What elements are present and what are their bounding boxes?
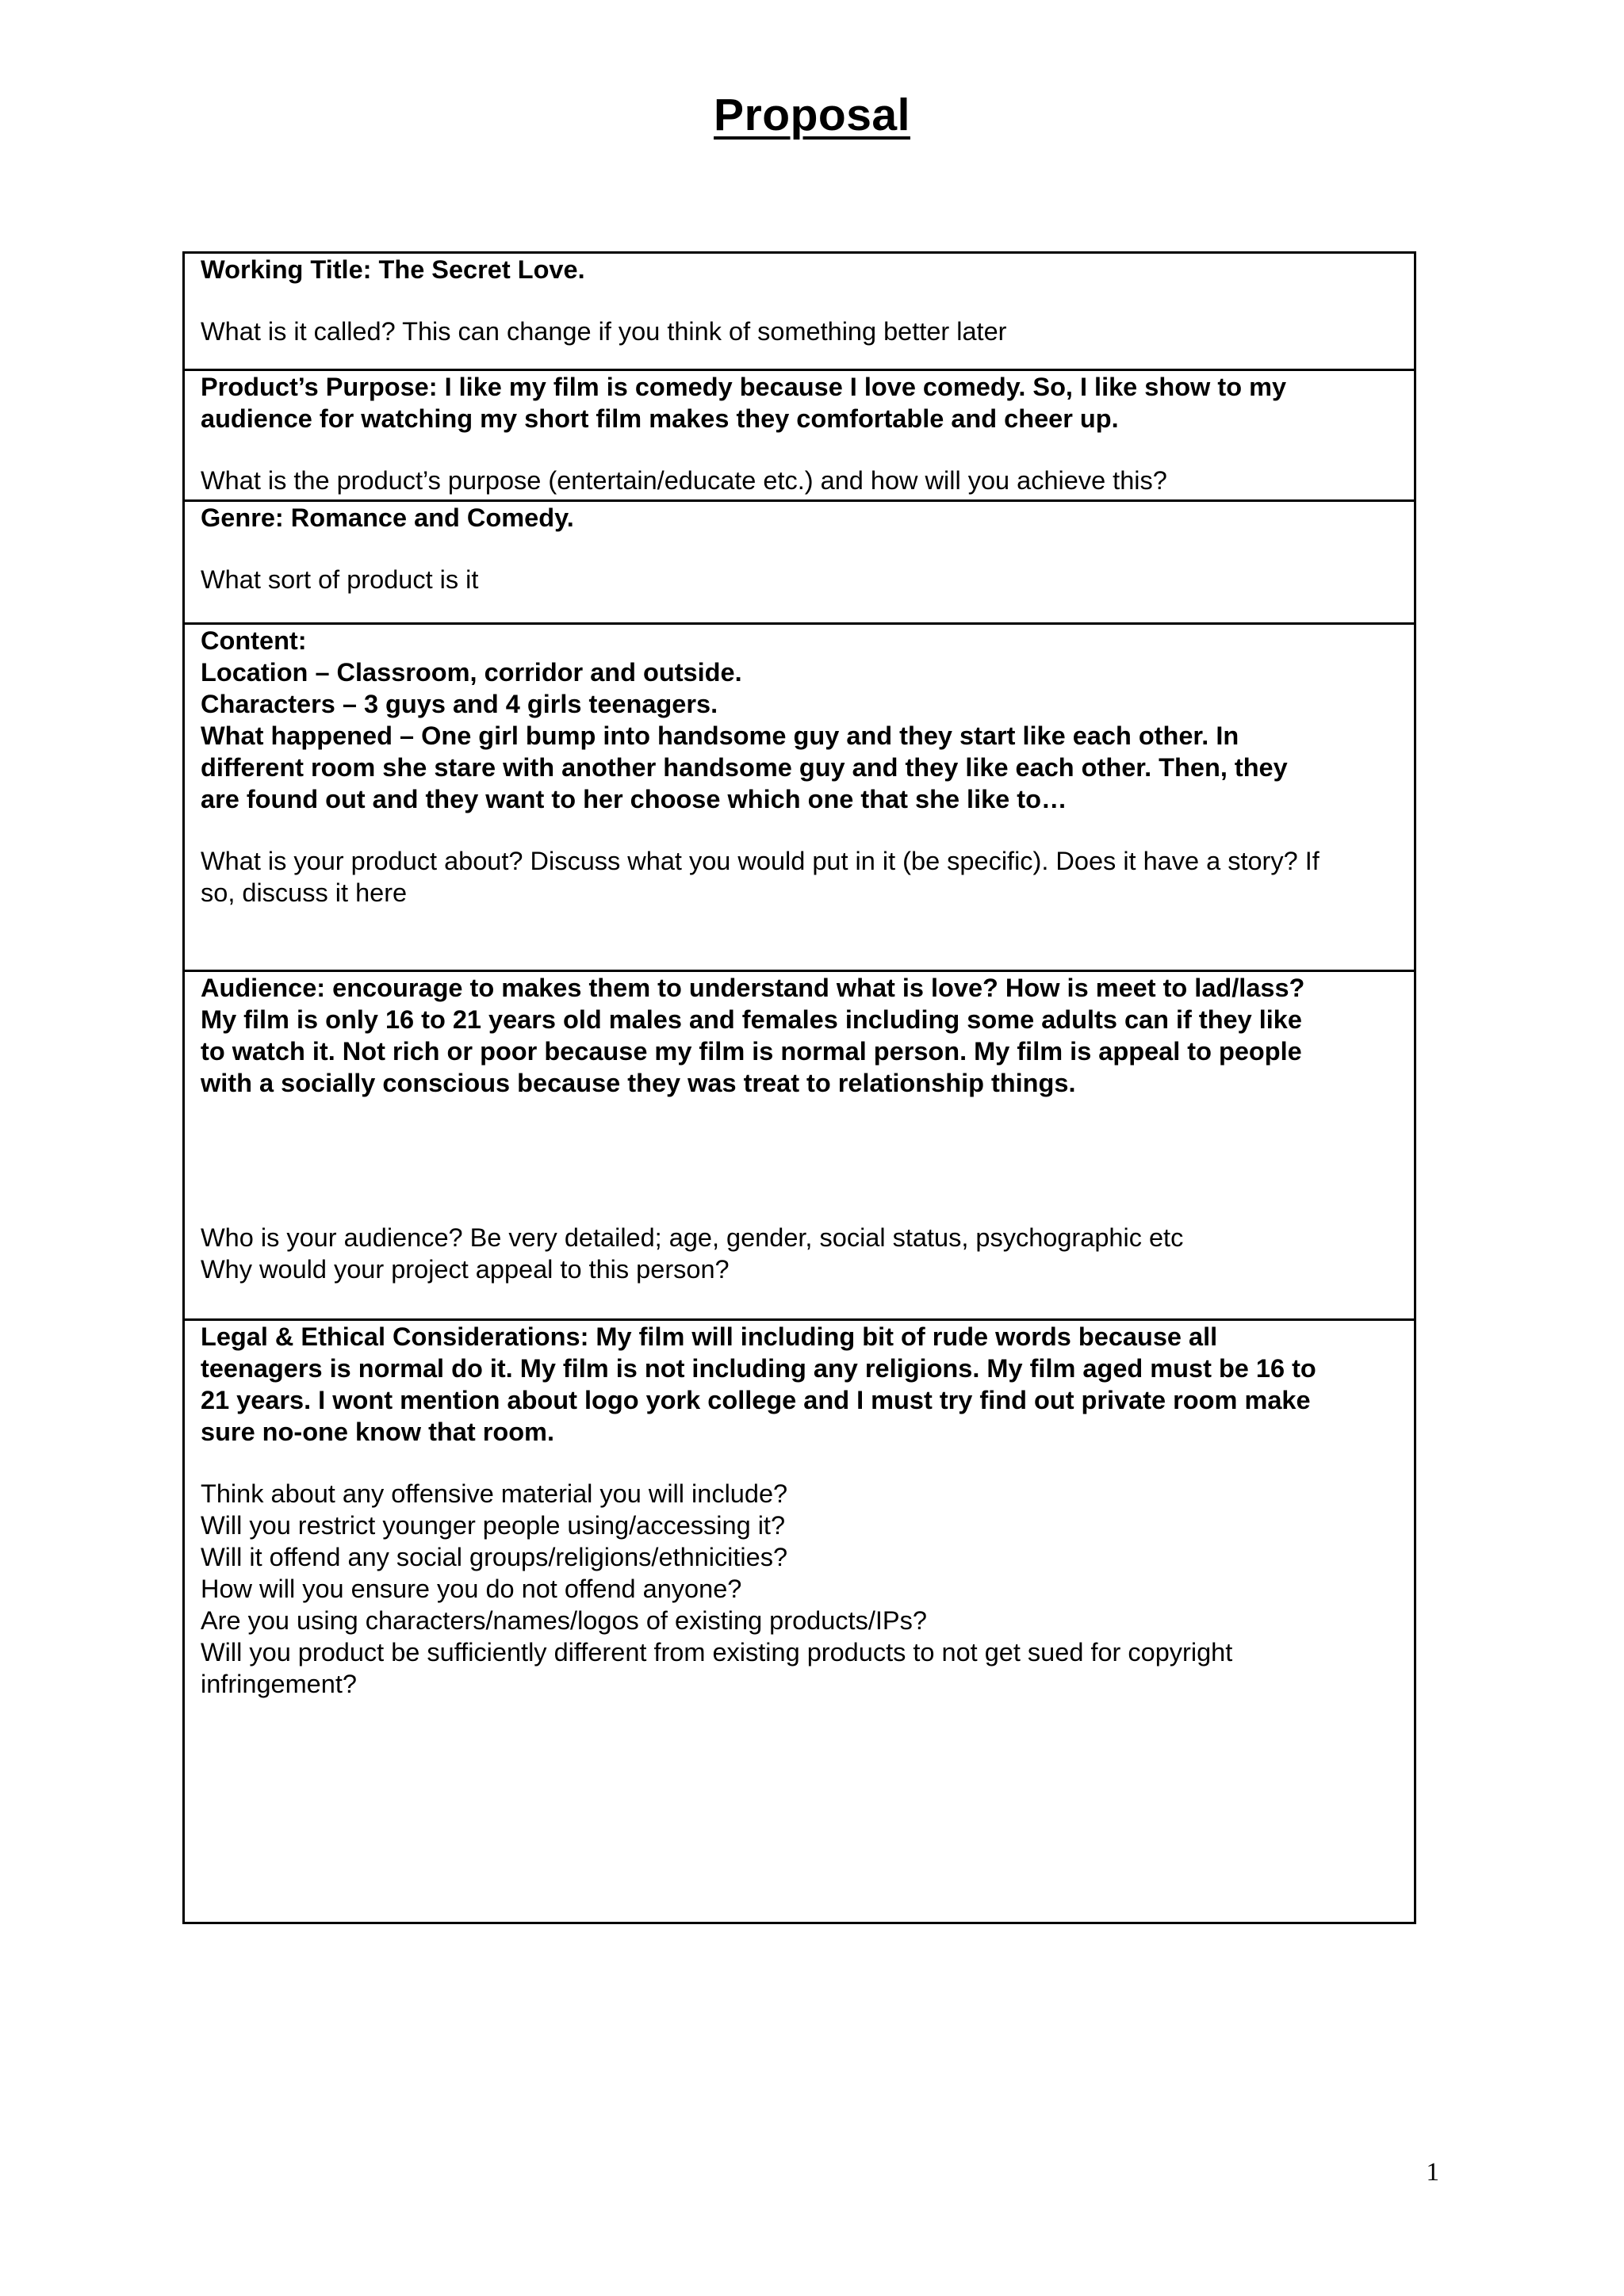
legal-ethical-section	[185, 1321, 1414, 1922]
prompt-line: Think about any offensive material you will include?	[201, 1479, 788, 1508]
prompt-line: How will you ensure you do not offend anyone?	[201, 1575, 742, 1603]
content-prompt	[201, 845, 1390, 909]
working-title-answer	[201, 254, 1390, 285]
prompt-line: Will you product be sufficiently different from existing products to not get sued for copyright	[201, 1638, 1233, 1667]
working-title-prompt	[201, 316, 1390, 347]
legal-ethical-prompt	[201, 1478, 1390, 1700]
prompt-line: Will you restrict younger people using/accessing it?	[201, 1511, 786, 1540]
answer-line: Legal & Ethical Considerations: My film will including bit of rude words because all	[201, 1322, 1218, 1351]
answer-line: teenagers is normal do it. My film is not including any religions. My film aged must be 16 to	[201, 1354, 1316, 1383]
product-purpose-prompt	[201, 465, 1390, 496]
answer-line: with a socially conscious because they was treat to relationship things.	[201, 1069, 1076, 1097]
answer-line: Working Title: The Secret Love.	[201, 255, 585, 284]
prompt-line: What is the product’s purpose (entertain/educate etc.) and how will you achieve this?	[201, 466, 1167, 495]
audience-prompt	[201, 1222, 1390, 1285]
working-title-section	[185, 254, 1414, 371]
prompt-line: Why would your project appeal to this person?	[201, 1255, 730, 1284]
answer-line: Characters – 3 guys and 4 girls teenagers.	[201, 690, 718, 718]
prompt-line: Will it offend any social groups/religions/ethnicities?	[201, 1543, 788, 1571]
answer-line: 21 years. I wont mention about logo york college and I must try find out private room make	[201, 1386, 1311, 1414]
audience-answer	[201, 972, 1390, 1099]
page-title: Proposal	[714, 90, 910, 140]
answer-line: What happened – One girl bump into handsome guy and they start like each other. In	[201, 721, 1239, 750]
answer-line: are found out and they want to her choose which one that she like to…	[201, 785, 1067, 813]
prompt-line: infringement?	[201, 1670, 357, 1698]
answer-line: Genre: Romance and Comedy.	[201, 503, 574, 532]
prompt-line: What sort of product is it	[201, 565, 479, 594]
audience-section	[185, 972, 1414, 1321]
genre-section	[185, 502, 1414, 625]
prompt-line: Who is your audience? Be very detailed; age, gender, social status, psychographic etc	[201, 1223, 1184, 1252]
prompt-line: Are you using characters/names/logos of existing products/IPs?	[201, 1606, 927, 1635]
answer-line: My film is only 16 to 21 years old males and females including some adults can if they like	[201, 1005, 1302, 1034]
answer-line: Audience: encourage to makes them to understand what is love? How is meet to lad/lass?	[201, 974, 1305, 1002]
content-section	[185, 625, 1414, 972]
prompt-line: What is it called? This can change if you think of something better later	[201, 317, 1007, 346]
prompt-line: What is your product about? Discuss what you would put in it (be specific). Does it have a story? If	[201, 847, 1320, 875]
proposal-form-table	[182, 251, 1416, 1924]
answer-line: Product’s Purpose: I like my film is comedy because I love comedy. So, I like show to my	[201, 373, 1287, 401]
genre-prompt	[201, 564, 1390, 595]
product-purpose-answer	[201, 371, 1390, 434]
answer-line: sure no-one know that room.	[201, 1418, 554, 1446]
product-purpose-section	[185, 371, 1414, 502]
legal-ethical-answer	[201, 1321, 1390, 1448]
answer-line: different room she stare with another handsome guy and they like each other. Then, they	[201, 753, 1288, 782]
page-number: 1	[1426, 2158, 1439, 2187]
content-answer	[201, 625, 1390, 815]
genre-answer	[201, 502, 1390, 534]
answer-line: Location – Classroom, corridor and outside.	[201, 658, 742, 687]
prompt-line: so, discuss it here	[201, 878, 408, 907]
answer-line: to watch it. Not rich or poor because my film is normal person. My film is appeal to people	[201, 1037, 1302, 1066]
answer-line: Content:	[201, 626, 307, 655]
answer-line: audience for watching my short film makes they comfortable and cheer up.	[201, 404, 1119, 433]
